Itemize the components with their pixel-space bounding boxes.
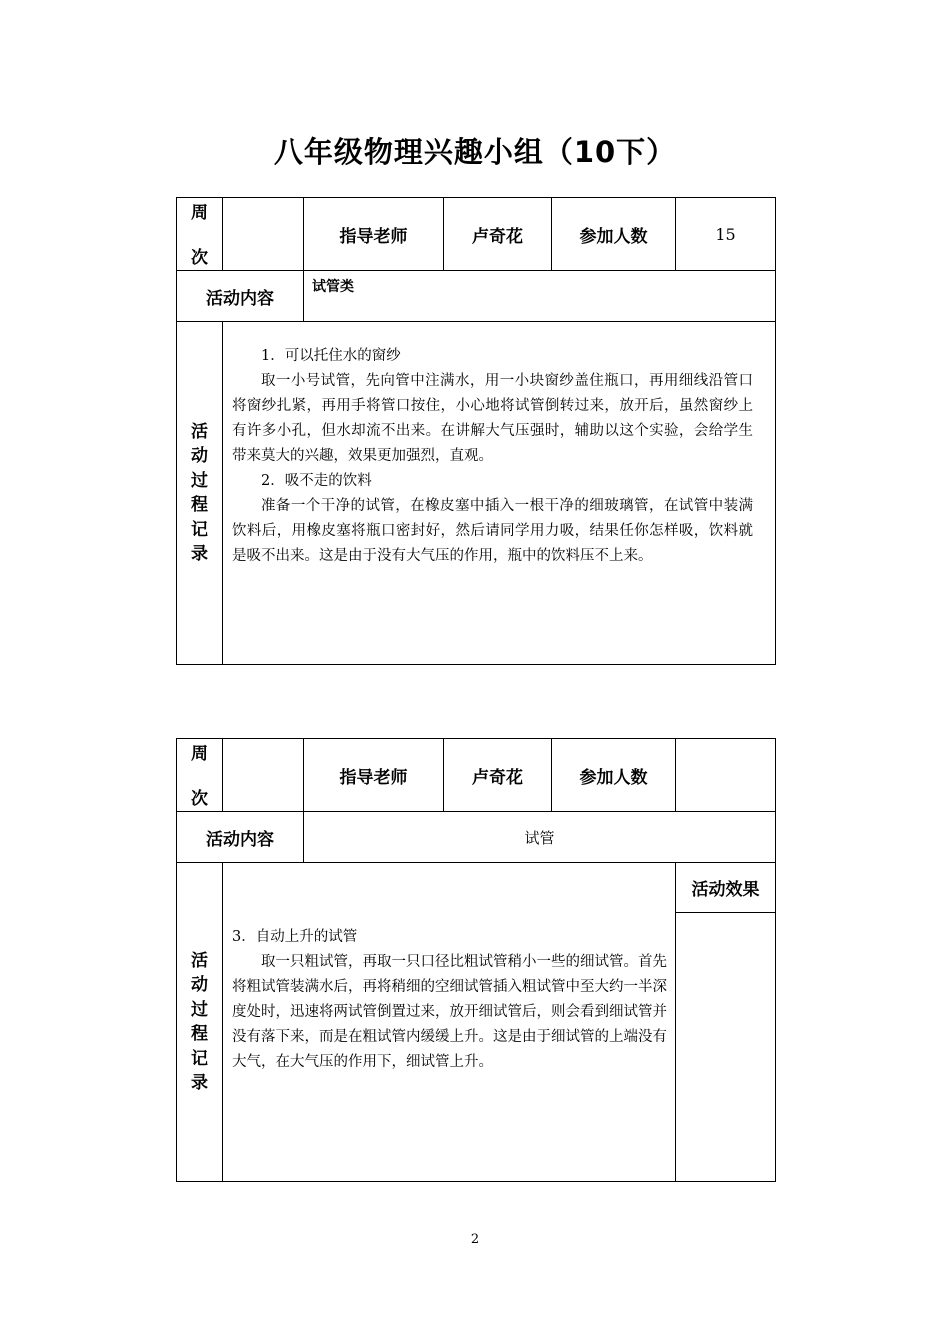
record-label — [177, 322, 223, 665]
experiment-paragraph: 取一小号试管，先向管中注满水，用一小块窗纱盖住瓶口，再用细线沿管口将窗纱扎紧，再用手将管口按住，小心地将试管倒转过来，放开后，虽然窗纱上有许多小孔，但水却流不出来。在讲解大气压强时，辅助以这个实验，会给学生带来莫大的兴趣，效果更加强烈，直观。 — [232, 373, 753, 464]
record-char: 活 — [191, 421, 208, 442]
record-char: 录 — [191, 1073, 208, 1093]
participants-value — [676, 739, 776, 812]
record-char: 记 — [191, 1048, 208, 1069]
participants-value: 15 — [676, 198, 776, 271]
content-label: 活动内容 — [177, 812, 304, 863]
record-label — [177, 863, 223, 1182]
experiment-paragraph: 取一只粗试管，再取一只口径比粗试管稍小一些的细试管。首先将粗试管装满水后，再将稍细的空细试管插入粗试管中至大约一半深度处时，迅速将两试管倒置过来，放开细试管后，则会看到细试管并没有落下来，而是在粗试管内缓缓上升。这是由于细试管的上端没有大气，在大气压的作用下，细试管上升。 — [232, 954, 667, 1070]
week-label-top: 周 — [191, 203, 208, 223]
content-value: 试管 — [304, 812, 776, 863]
teacher-label: 指导老师 — [304, 198, 444, 271]
experiment-heading: 3．自动上升的试管 — [232, 929, 358, 945]
experiment-heading: 2．吸不走的饮料 — [261, 473, 372, 489]
record-char: 记 — [191, 519, 208, 540]
effect-label: 活动效果 — [676, 863, 776, 913]
content-value: 试管类 — [304, 271, 776, 322]
participants-label: 参加人数 — [552, 198, 676, 271]
teacher-value: 卢奇花 — [444, 198, 552, 271]
week-value — [223, 739, 304, 812]
record-body — [223, 863, 676, 1182]
page-number: 2 — [470, 1232, 480, 1247]
record-char: 过 — [191, 999, 208, 1020]
record-char: 动 — [191, 975, 208, 995]
effect-value — [676, 913, 776, 1182]
week-label-bottom: 次 — [191, 789, 208, 809]
week-label-top: 周 — [191, 744, 208, 764]
week-label-cell — [177, 198, 223, 271]
page-title: 八年级物理兴趣小组（10下） — [273, 135, 677, 169]
teacher-label: 指导老师 — [304, 739, 444, 812]
teacher-value: 卢奇花 — [444, 739, 552, 812]
record-char: 录 — [191, 544, 208, 564]
record-char: 程 — [191, 1024, 208, 1044]
record-body — [223, 322, 776, 665]
experiment-heading: 1．可以托住水的窗纱 — [261, 348, 401, 364]
activity-table-1 — [176, 197, 776, 665]
record-char: 活 — [191, 950, 208, 971]
week-value — [223, 198, 304, 271]
activity-table-2 — [176, 738, 776, 1182]
week-label-bottom: 次 — [191, 248, 208, 268]
record-char: 动 — [191, 446, 208, 466]
participants-label: 参加人数 — [552, 739, 676, 812]
week-label-cell — [177, 739, 223, 812]
content-label: 活动内容 — [177, 271, 304, 322]
record-char: 程 — [191, 495, 208, 515]
experiment-paragraph: 准备一个干净的试管，在橡皮塞中插入一根干净的细玻璃管，在试管中装满饮料后，用橡皮塞将瓶口密封好，然后请同学用力吸，结果任你怎样吸，饮料就是吸不出来。这是由于没有大气压的作用，瓶中的饮料压不上来。 — [232, 498, 753, 564]
record-char: 过 — [191, 470, 208, 491]
